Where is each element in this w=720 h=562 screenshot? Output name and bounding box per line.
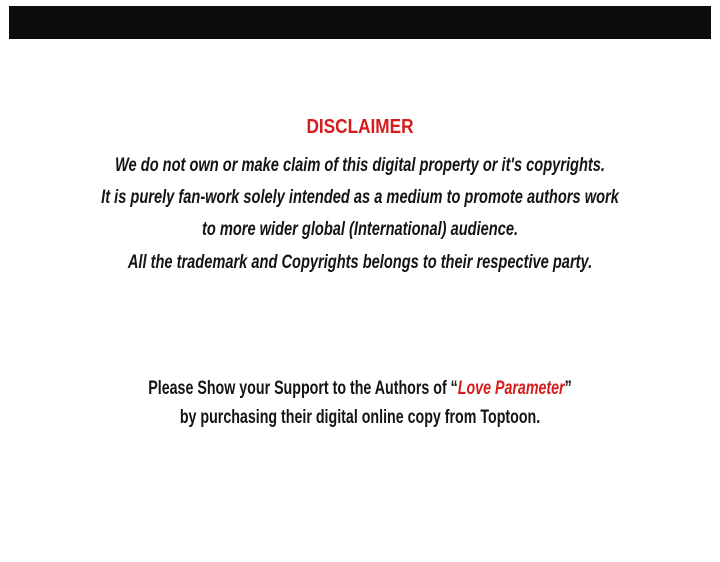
support-line-1 [97,374,623,403]
work-title: Love Parameter [457,377,565,399]
disclaimer-line-3: to more wider global (International) audience. [201,218,519,240]
disclaimer-footer-line: All the trademark and Copyrights belongs to their respective party. [127,251,593,273]
disclaimer-footer-paragraph [0,246,720,278]
support-note [0,374,720,432]
top-black-bar [9,6,711,39]
support-line-1-prefix: Please Show your Support to the Authors of “ [148,377,458,399]
disclaimer-line-1: We do not own or make claim of this digital property or it's copyrights. [115,154,605,176]
disclaimer-paragraph [0,149,720,245]
disclaimer-title: DISCLAIMER [306,116,414,138]
disclaimer-line-2: It is purely fan-work solely intended as a medium to promote authors work [101,186,619,208]
support-line-2: by purchasing their digital online copy from Toptoon. [179,406,541,428]
support-line-1-suffix: ” [564,377,572,399]
